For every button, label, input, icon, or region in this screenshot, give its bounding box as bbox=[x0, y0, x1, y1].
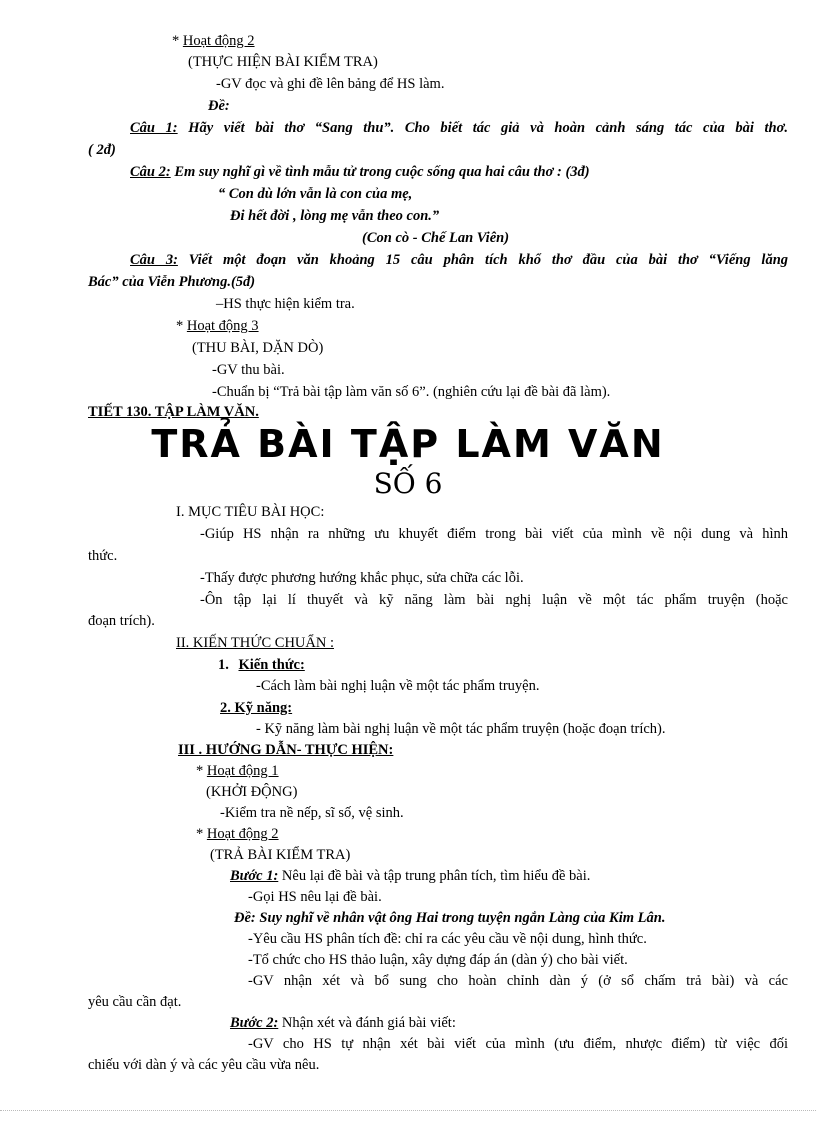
objective-1: -Giúp HS nhận ra những ưu khuyết điểm trong bài viết của mình về nội dung và hình bbox=[200, 526, 788, 542]
instruction-line: -GV đọc và ghi đề lên bảng để HS làm. bbox=[216, 76, 445, 92]
question-1 bbox=[130, 119, 788, 137]
bullet-star: * bbox=[176, 318, 184, 334]
instruction-line: -GV nhận xét và bổ sung cho hoàn chỉnh dàn ý (ở sổ chấm trả bài) và các bbox=[248, 973, 788, 989]
poem-line-1: “ Con dù lớn vẫn là con của mẹ, bbox=[218, 186, 413, 202]
instruction-line-cont: chiếu với dàn ý và các yêu cầu vừa nêu. bbox=[88, 1057, 320, 1073]
question-2 bbox=[130, 163, 590, 181]
instruction-line: -GV thu bài. bbox=[212, 362, 285, 378]
skill-text: - Kỹ năng làm bài nghị luận về một tác phẩm truyện (hoặc đoạn trích). bbox=[256, 721, 666, 737]
exam-topic bbox=[234, 909, 665, 927]
instruction-line: -Kiểm tra nề nếp, sĩ số, vệ sinh. bbox=[220, 805, 404, 821]
objective-3-cont: đoạn trích). bbox=[88, 613, 155, 629]
question-text: Viết một đoạn văn khoảng 15 câu phân tích khổ thơ đầu của bài thơ “Viếng lăng bbox=[188, 252, 789, 268]
instruction-line-cont: yêu cầu cần đạt. bbox=[88, 994, 182, 1010]
activity-1-heading bbox=[196, 762, 279, 780]
objective-2: -Thấy được phương hướng khắc phục, sửa chữa các lỗi. bbox=[200, 570, 524, 586]
skill-heading: 2. Kỹ năng: bbox=[220, 700, 293, 716]
step-label: Bước 2: bbox=[230, 1015, 279, 1031]
question-1-points: ( 2đ) bbox=[88, 142, 116, 158]
question-3-cont: Bác” của Viễn Phương.(5đ) bbox=[88, 274, 256, 290]
question-label: Câu 3: bbox=[130, 252, 178, 268]
instruction-line: -GV cho HS tự nhận xét bài viết của mình (ưu điểm, nhược điểm) từ việc đối bbox=[248, 1036, 788, 1052]
activity-2-heading bbox=[196, 825, 279, 843]
knowledge-text: -Cách làm bài nghị luận về một tác phẩm truyện. bbox=[256, 678, 540, 694]
page-subtitle: SỐ 6 bbox=[373, 467, 443, 500]
list-number: 1. bbox=[218, 657, 229, 673]
knowledge-heading bbox=[218, 656, 305, 674]
section-heading-text: III . HƯỚNG DẪN- THỰC HIỆN: bbox=[178, 742, 394, 758]
instruction-line: -Yêu cầu HS phân tích đề: chỉ ra các yêu cầu về nội dung, hình thức. bbox=[248, 931, 647, 947]
question-label: Câu 2: bbox=[130, 164, 171, 180]
activity-subtitle: (KHỞI ĐỘNG) bbox=[206, 784, 298, 800]
step-text: Nhận xét và đánh giá bài viết: bbox=[281, 1015, 456, 1031]
instruction-line: -Gọi HS nêu lại đề bài. bbox=[248, 889, 382, 905]
step-2 bbox=[230, 1014, 456, 1032]
objective-3: -Ôn tập lại lí thuyết và kỹ năng làm bài nghị luận về một tác phẩm truyện (hoặc bbox=[200, 592, 788, 608]
question-text: Em suy nghĩ gì về tình mẫu tử trong cuộc sống qua hai câu thơ : (3đ) bbox=[174, 164, 590, 180]
step-text: Nêu lại đề bài và tập trung phân tích, tìm hiểu đề bài. bbox=[281, 868, 591, 884]
activity-label: Hoạt động 1 bbox=[206, 763, 279, 779]
page-title: TRẢ BÀI TẬP LÀM VĂN bbox=[151, 422, 665, 466]
student-task: –HS thực hiện kiểm tra. bbox=[216, 296, 355, 312]
activity-label: Hoạt động 2 bbox=[182, 33, 255, 49]
exam-label: Đề: bbox=[234, 910, 256, 926]
lesson-number: TIẾT 130. TẬP LÀM VĂN. bbox=[88, 404, 259, 420]
bullet-star: * bbox=[196, 763, 204, 779]
section-heading-text: II. KIẾN THỨC CHUẨN : bbox=[176, 635, 334, 651]
activity-label: Hoạt động 3 bbox=[186, 318, 259, 334]
exam-text: Suy nghĩ về nhân vật ông Hai trong tuyện ngắn Làng của Kim Lân. bbox=[259, 910, 666, 926]
activity-2-heading bbox=[172, 32, 255, 50]
step-label: Bước 1: bbox=[230, 868, 279, 884]
poem-source: (Con cò - Chế Lan Viên) bbox=[362, 230, 510, 246]
section-1-heading: I. MỤC TIÊU BÀI HỌC: bbox=[176, 504, 325, 520]
question-3 bbox=[130, 251, 788, 269]
bullet-star: * bbox=[196, 826, 204, 842]
question-text: Hãy viết bài thơ “Sang thu”. Cho biết tác giả và hoàn cảnh sáng tác của bài thơ. bbox=[188, 120, 788, 136]
instruction-line: -Chuẩn bị “Trả bài tập làm văn số 6”. (nghiên cứu lại đề bài đã làm). bbox=[212, 384, 611, 400]
activity-subtitle: (THU BÀI, DẶN DÒ) bbox=[192, 340, 324, 356]
bullet-star: * bbox=[172, 33, 180, 49]
activity-label: Hoạt động 2 bbox=[206, 826, 279, 842]
step-1 bbox=[230, 867, 590, 885]
section-3-heading bbox=[178, 741, 393, 759]
activity-3-heading bbox=[176, 317, 259, 335]
exam-label: Đề: bbox=[208, 98, 230, 114]
question-label: Câu 1: bbox=[130, 120, 178, 136]
activity-subtitle: (THỰC HIỆN BÀI KIỂM TRA) bbox=[188, 54, 378, 70]
poem-line-2: Đi hết đời , lòng mẹ vẫn theo con.” bbox=[230, 208, 440, 224]
page-bottom-divider bbox=[0, 1110, 816, 1113]
knowledge-label: Kiến thức: bbox=[238, 657, 305, 673]
activity-subtitle: (TRẢ BÀI KIỂM TRA) bbox=[210, 847, 351, 863]
section-2-heading bbox=[176, 634, 334, 652]
instruction-line: -Tổ chức cho HS thảo luận, xây dựng đáp án (dàn ý) cho bài viết. bbox=[248, 952, 628, 968]
objective-1-cont: thức. bbox=[88, 548, 118, 564]
